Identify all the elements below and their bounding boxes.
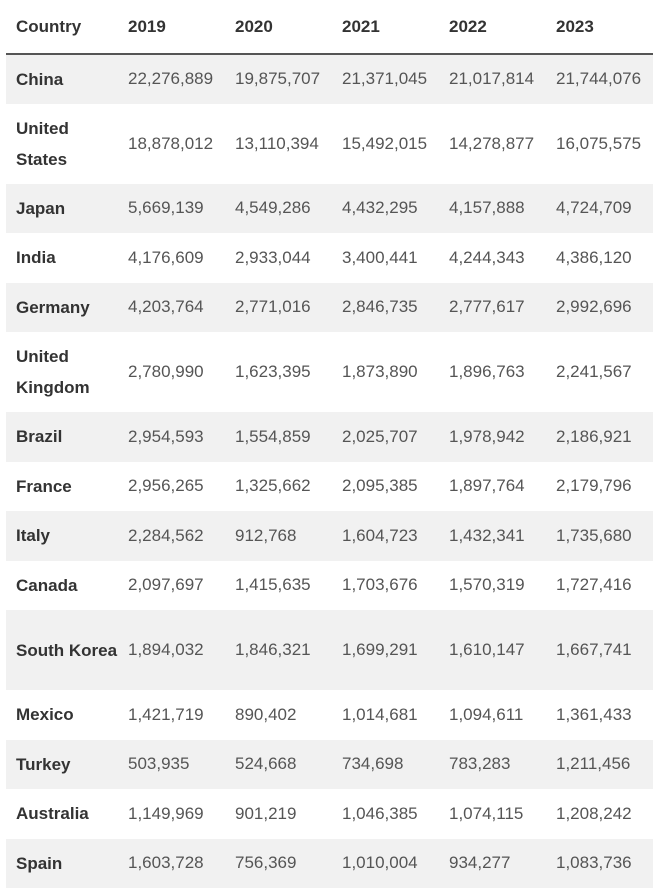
table-row: [6, 283, 653, 333]
country-cell: India: [16, 248, 56, 268]
value-cell-2020: 1,325,662: [235, 476, 311, 496]
value-cell-2023: 2,186,921: [556, 426, 632, 446]
value-cell-2020: 19,875,707: [235, 69, 321, 89]
value-cell-2023: 1,667,741: [556, 640, 632, 659]
value-cell-2021: 1,703,676: [342, 575, 418, 595]
value-cell-2022: 1,074,115: [449, 803, 524, 823]
value-cell-2019: 2,956,265: [128, 476, 204, 496]
table-row: [6, 839, 653, 889]
value-cell-2020: 524,668: [235, 754, 297, 774]
value-cell-2022: 783,283: [449, 754, 511, 774]
value-cell-2019: 1,603,728: [128, 853, 204, 873]
country-cell: United States: [16, 118, 69, 169]
value-cell-2019: 2,780,990: [128, 362, 204, 381]
value-cell-2019: 2,284,562: [128, 525, 204, 545]
value-cell-2023: 21,744,076: [556, 69, 642, 89]
data-table-container: [6, 0, 653, 888]
value-cell-2022: 1,610,147: [449, 640, 525, 659]
header-country: Country: [6, 0, 118, 54]
table-row: [6, 412, 653, 462]
country-cell: Mexico: [16, 705, 74, 725]
value-cell-2021: 3,400,441: [342, 247, 418, 267]
country-cell: Japan: [16, 198, 66, 218]
country-cell: United Kingdom: [16, 347, 90, 397]
value-cell-2021: 1,699,291: [342, 640, 418, 659]
country-cell: South Korea: [16, 640, 118, 660]
value-cell-2022: 14,278,877: [449, 133, 535, 153]
header-2023: 2023: [546, 0, 653, 54]
country-cell: China: [16, 69, 64, 89]
value-cell-2019: 1,894,032: [128, 640, 204, 659]
country-cell: Spain: [16, 853, 63, 873]
table-row: [6, 740, 653, 790]
value-cell-2020: 1,554,859: [235, 426, 311, 446]
value-cell-2023: 4,724,709: [556, 198, 632, 218]
value-cell-2019: 4,176,609: [128, 247, 204, 267]
table-row: [6, 184, 653, 234]
table-header: [6, 0, 653, 54]
table-row: [6, 54, 653, 104]
table-row: [6, 462, 653, 512]
value-cell-2022: 1,978,942: [449, 426, 525, 446]
value-cell-2020: 1,846,321: [235, 640, 311, 659]
value-cell-2020: 901,219: [235, 803, 297, 823]
value-cell-2019: 503,935: [128, 754, 190, 774]
value-cell-2019: 4,203,764: [128, 297, 204, 317]
value-cell-2020: 2,771,016: [235, 297, 311, 317]
value-cell-2021: 15,492,015: [342, 133, 428, 153]
value-cell-2023: 4,386,120: [556, 247, 632, 267]
value-cell-2020: 890,402: [235, 704, 297, 724]
table-row: [6, 233, 653, 283]
value-cell-2023: 2,179,796: [556, 476, 632, 496]
value-cell-2023: 16,075,575: [556, 133, 642, 153]
value-cell-2019: 2,954,593: [128, 426, 204, 446]
value-cell-2022: 1,897,764: [449, 476, 525, 496]
value-cell-2022: 2,777,617: [449, 297, 525, 317]
value-cell-2022: 1,570,319: [449, 575, 525, 595]
value-cell-2022: 4,157,888: [449, 198, 525, 218]
value-cell-2023: 1,735,680: [556, 525, 632, 545]
value-cell-2023: 2,992,696: [556, 297, 632, 317]
value-cell-2022: 1,432,341: [449, 525, 525, 545]
value-cell-2022: 4,244,343: [449, 247, 525, 267]
value-cell-2019: 22,276,889: [128, 69, 214, 89]
value-cell-2021: 1,014,681: [342, 704, 418, 724]
value-cell-2021: 21,371,045: [342, 69, 428, 89]
country-cell: Turkey: [16, 754, 71, 774]
header-2019: 2019: [118, 0, 225, 54]
country-cell: France: [16, 476, 72, 496]
country-cell: Italy: [16, 526, 51, 546]
value-cell-2023: 1,208,242: [556, 803, 632, 823]
header-2022: 2022: [439, 0, 546, 54]
table-row: [6, 511, 653, 561]
value-cell-2023: 1,083,736: [556, 853, 632, 873]
value-cell-2021: 2,025,707: [342, 426, 418, 446]
country-cell: Germany: [16, 297, 90, 317]
value-cell-2021: 1,604,723: [342, 525, 418, 545]
country-cell: Canada: [16, 575, 78, 595]
country-cell: Brazil: [16, 427, 63, 447]
table-row: [6, 690, 653, 740]
value-cell-2019: 2,097,697: [128, 575, 204, 595]
value-cell-2020: 1,415,635: [235, 575, 311, 595]
table-row: [6, 610, 653, 690]
table-row: [6, 104, 653, 184]
value-cell-2023: 1,727,416: [556, 575, 632, 595]
value-cell-2021: 2,095,385: [342, 476, 418, 496]
value-cell-2023: 2,241,567: [556, 362, 632, 381]
value-cell-2023: 1,211,456: [556, 754, 631, 774]
vehicle-production-table: [6, 0, 653, 888]
value-cell-2023: 1,361,433: [556, 704, 632, 724]
value-cell-2019: 1,421,719: [128, 704, 204, 724]
value-cell-2020: 1,623,395: [235, 362, 311, 381]
table-row: [6, 332, 653, 412]
value-cell-2019: 18,878,012: [128, 133, 214, 153]
value-cell-2019: 1,149,969: [128, 803, 204, 823]
value-cell-2020: 756,369: [235, 853, 297, 873]
value-cell-2019: 5,669,139: [128, 198, 204, 218]
value-cell-2021: 1,873,890: [342, 362, 418, 381]
value-cell-2021: 1,046,385: [342, 803, 418, 823]
table-row: [6, 561, 653, 611]
header-2020: 2020: [225, 0, 332, 54]
header-row: [6, 0, 653, 54]
table-body: [6, 54, 653, 888]
value-cell-2022: 934,277: [449, 853, 511, 873]
value-cell-2021: 4,432,295: [342, 198, 418, 218]
value-cell-2020: 912,768: [235, 525, 297, 545]
value-cell-2021: 1,010,004: [342, 853, 418, 873]
header-2021: 2021: [332, 0, 439, 54]
value-cell-2020: 13,110,394: [235, 133, 319, 153]
value-cell-2021: 734,698: [342, 754, 404, 774]
table-row: [6, 789, 653, 839]
value-cell-2022: 1,094,611: [449, 704, 524, 724]
value-cell-2020: 2,933,044: [235, 247, 311, 267]
value-cell-2020: 4,549,286: [235, 198, 311, 218]
value-cell-2021: 2,846,735: [342, 297, 418, 317]
value-cell-2022: 21,017,814: [449, 69, 535, 89]
country-cell: Australia: [16, 804, 89, 824]
value-cell-2022: 1,896,763: [449, 362, 525, 381]
